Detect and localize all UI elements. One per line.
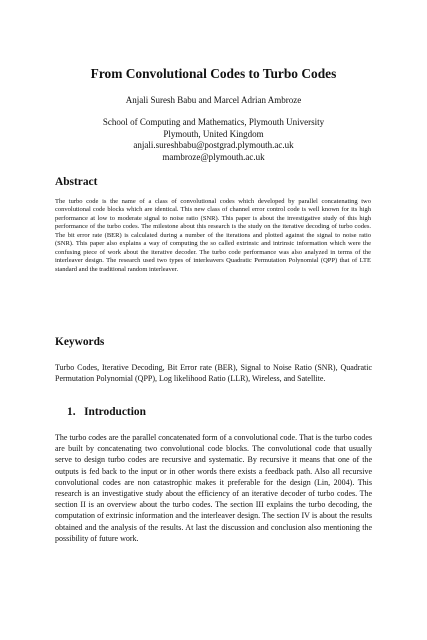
affiliation-location: Plymouth, United Kingdom [163,128,264,139]
author-email-2: mambroze@plymouth.ac.uk [162,151,265,162]
affiliation-block [0,117,427,163]
introduction-heading: 1. Introduction [67,406,146,418]
abstract-text: The turbo code is the name of a class of convolutional codes which developed by parallel concatenating two convolutional code blocks which are identical. This new class of channel error control code is well known for its high performance at low to moderate signal to noise ratio (SNR). This paper is about the investigative study of this high performance of the turbo codes. The milestone about this research is the study on the iterative decoding of turbo codes. The bit error rate (BER) is calculated during a number of the iterations and plotted against the signal to noise ratio (SNR). This paper also explains a way of computing the so called extrinsic and intrinsic information which were the confusing piece of work about the iterative decoder. The turbo code performance was also analyzed in terms of the interleaver design. The research used two types of interleavers Quadratic Permutation Polynomial (QPP) that of LTE standard and the traditional random interleaver. [55,198,371,273]
keywords-text: Turbo Codes, Iterative Decoding, Bit Error rate (BER), Signal to Noise Ratio (SNR), Quadratic Permutation Polynomial (QPP), Log likelihood Ratio (LLR), Wireless, and Satellite. [55,363,372,384]
introduction-text: The turbo codes are the parallel concatenated form of a convolutional code. That is the turbo codes are built by concatenating two convolutional code blocks. The convolutional code that usually serve to design turbo codes are recursive and systematic. By recursive it means that one of the outputs is fed back to the input or in other words there exists a feedback path. Also all recursive convolutional codes are non catastrophic makes it preferable for the design (Lin, 2004). This research is an investigative study about the efficiency of an iterative decoder of turbo codes. The section II is an overview about the turbo codes. The section III explains the turbo decoding, the computation of extrinsic information and the interleaver design. The section IV is about the results obtained and the analysis of the results. At last the discussion and conclusion also mentioning the possibility of future work. [55,433,372,543]
paper-authors: Anjali Suresh Babu and Marcel Adrian Ambroze [125,95,302,105]
affiliation-school: School of Computing and Mathematics, Plymouth University [102,117,325,127]
keywords-heading: Keywords [55,336,105,348]
abstract-heading: Abstract [55,176,98,188]
author-email-1: anjali.sureshbabu@postgrad.plymouth.ac.uk [133,140,294,151]
paper-title: From Convolutional Codes to Turbo Codes [90,66,337,81]
